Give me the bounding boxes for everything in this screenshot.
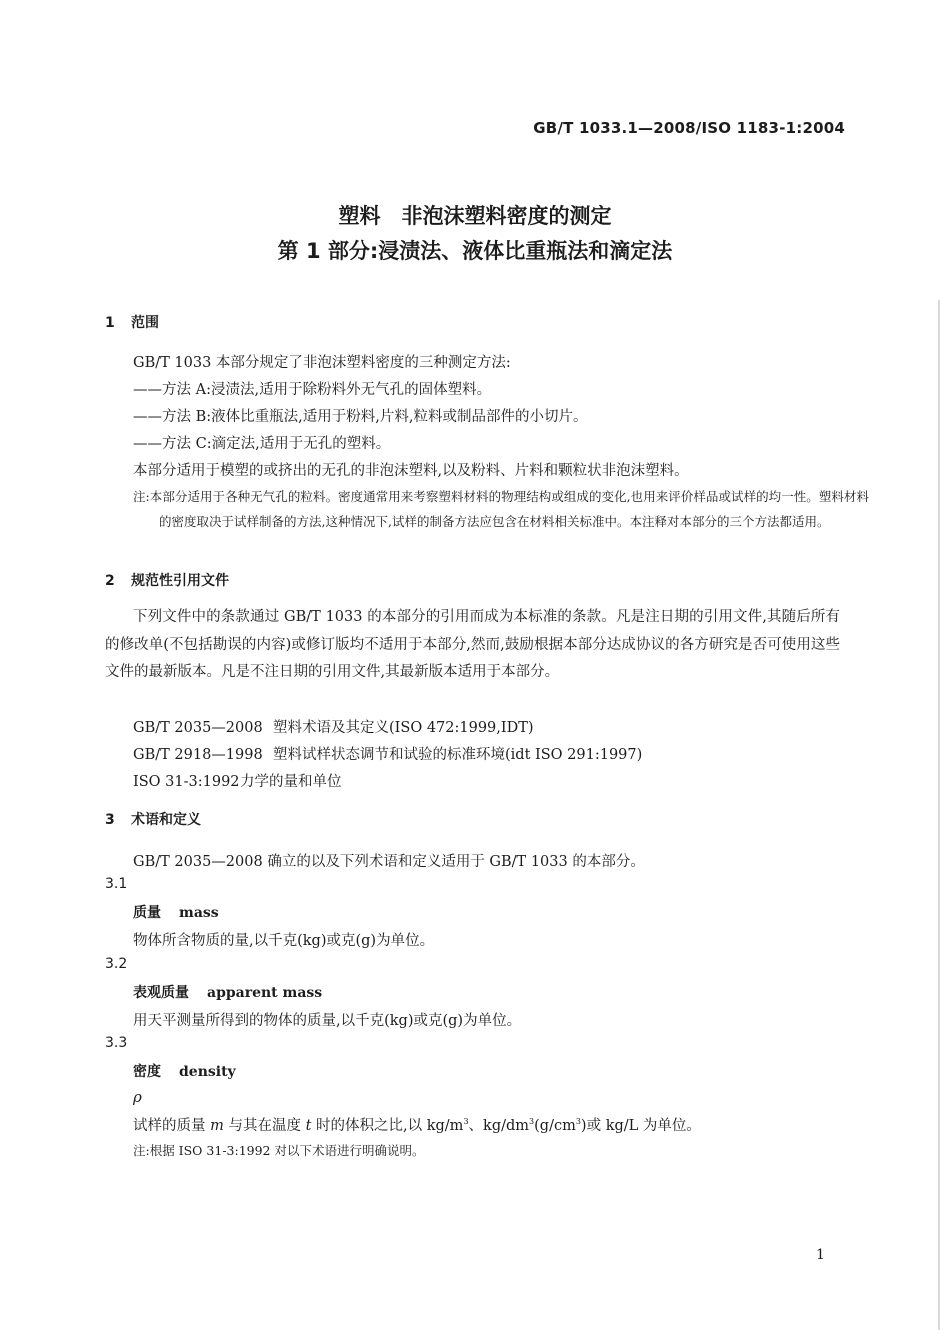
def-text: (g/cm xyxy=(534,1118,576,1134)
method-a-item: ——方法 A:浸渍法,适用于除粉料外无气孔的固体塑料。 xyxy=(133,382,492,398)
document-code: GB/T 1033.1—2008/ISO 1183-1:2004 xyxy=(533,119,845,137)
term-en: mass xyxy=(179,905,219,921)
section-title: 术语和定义 xyxy=(131,812,201,828)
page-number: 1 xyxy=(816,1247,825,1263)
def-text: 与其在温度 xyxy=(223,1118,306,1134)
reference-code: GB/T 2918—1998 xyxy=(133,747,263,763)
reference-item xyxy=(133,743,642,764)
term-zh: 密度 xyxy=(133,1064,161,1080)
reference-code: ISO 31-3:1992 xyxy=(133,774,240,790)
def-text: 、kg/dm xyxy=(468,1118,530,1134)
method-b-item: ——方法 B:液体比重瓶法,适用于粉料,片料,粒料或制品部件的小切片。 xyxy=(133,409,588,425)
scope-note: 注:本部分适用于各种无气孔的粒料。密度通常用来考察塑料材料的物理结构或组成的变化,也用来评价样品或试样的均一性。塑料材料的密度取决于试样制备的方法,这种情况下,试样的制备方法应包含在材料相关标准中。本注释对本部分的三个方法都适用。 xyxy=(133,489,869,529)
scope-intro: GB/T 1033 本部分规定了非泡沫塑料密度的三种测定方法: xyxy=(133,355,511,371)
method-c-item: ——方法 C:滴定法,适用于无孔的塑料。 xyxy=(133,436,391,452)
scope-applicability: 本部分适用于模塑的或挤出的无孔的非泡沫塑料,以及粉料、片料和颗粒状非泡沫塑料。 xyxy=(133,463,689,479)
term-zh: 表观质量 xyxy=(133,985,189,1001)
def-text: 时的体积之比,以 kg/m xyxy=(311,1118,464,1134)
def-text: 试样的质量 xyxy=(133,1118,211,1134)
document-title-line1: 塑料 非泡沫塑料密度的测定 xyxy=(338,204,612,228)
reference-title: 塑料术语及其定义(ISO 472:1999,IDT) xyxy=(273,720,534,736)
term-en: density xyxy=(179,1064,236,1080)
reference-item xyxy=(133,716,534,737)
term-number: 3.3 xyxy=(105,1035,128,1051)
terms-intro: GB/T 2035—2008 确立的以及下列术语和定义适用于 GB/T 1033 的本部分。 xyxy=(133,854,645,870)
reference-code: GB/T 2035—2008 xyxy=(133,720,263,736)
term-heading xyxy=(133,982,322,1002)
section-number: 1 xyxy=(105,315,115,331)
section-title: 规范性引用文件 xyxy=(131,573,229,589)
term-definition xyxy=(133,1114,701,1135)
term-number: 3.2 xyxy=(105,956,128,972)
reference-item xyxy=(133,770,342,791)
term-definition: 用天平测量所得到的物体的质量,以千克(kg)或克(g)为单位。 xyxy=(133,1013,522,1029)
term-zh: 质量 xyxy=(133,905,161,921)
term-heading xyxy=(133,902,219,922)
temperature-variable: t xyxy=(305,1118,312,1134)
document-title-line2: 第 1 部分:浸渍法、液体比重瓶法和滴定法 xyxy=(277,239,673,263)
exponent: 3 xyxy=(529,1117,535,1127)
section-2-heading xyxy=(105,570,229,590)
section-3-heading xyxy=(105,809,201,829)
mass-variable: m xyxy=(210,1118,224,1134)
exponent: 3 xyxy=(463,1117,469,1127)
section-number: 2 xyxy=(105,573,115,589)
term-en: apparent mass xyxy=(207,985,323,1001)
reference-title: 塑料试样状态调节和试验的标准环境(idt ISO 291:1997) xyxy=(273,747,643,763)
section-1-heading xyxy=(105,312,159,332)
term-number: 3.1 xyxy=(105,876,128,892)
density-note: 注:根据 ISO 31-3:1992 对以下术语进行明确说明。 xyxy=(133,1143,425,1158)
term-definition: 物体所含物质的量,以千克(kg)或克(g)为单位。 xyxy=(133,933,435,949)
section-title: 范围 xyxy=(131,315,159,331)
density-symbol: ρ xyxy=(133,1088,142,1106)
scan-edge-line xyxy=(938,300,940,1330)
reference-title: 力学的量和单位 xyxy=(240,774,342,790)
normative-references-paragraph: 下列文件中的条款通过 GB/T 1033 的本部分的引用而成为本标准的条款。凡是注日期的引用文件,其随后所有的修改单(不包括勘误的内容)或修订版均不适用于本部分,然而,鼓励根据本部分达成协议的各方研究是否可使用这些文件的最新版本。凡是不注日期的引用文件,其最新版本适用于本部分。 xyxy=(105,609,840,680)
exponent: 3 xyxy=(575,1117,581,1127)
section-number: 3 xyxy=(105,812,115,828)
def-text: )或 kg/L 为单位。 xyxy=(580,1118,701,1134)
term-heading xyxy=(133,1061,236,1081)
